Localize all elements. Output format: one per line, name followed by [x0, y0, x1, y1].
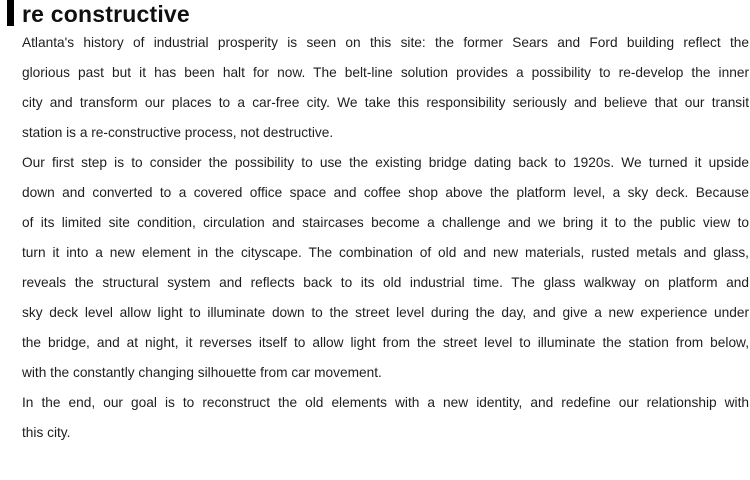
article: [22, 0, 749, 448]
paragraph-line: down and converted to a covered office space and coffee shop above the platform level, a sky deck. Because: [22, 185, 749, 200]
paragraph-line: city and transform our places to a car-free city. We take this responsibility seriously and believe that our transit: [22, 95, 749, 110]
paragraph-line: In the end, our goal is to reconstruct the old elements with a new identity, and redefine our relationship with: [22, 395, 749, 410]
paragraph-line: of its limited site condition, circulation and staircases become a challenge and we bring it to the public view to: [22, 215, 749, 230]
paragraph-line: glorious past but it has been halt for now. The belt-line solution provides a possibility to re-develop the inner: [22, 65, 749, 80]
paragraph-line: turn it into a new element in the cityscape. The combination of old and new materials, rusted metals and glass,: [22, 245, 749, 260]
paragraph-line: the bridge, and at night, it reverses itself to allow light from the street level to illuminate the station from below,: [22, 335, 749, 350]
paragraph-line: sky deck level allow light to illuminate down to the street level during the day, and give a new experience under: [22, 305, 749, 320]
paragraph-line: with the constantly changing silhouette from car movement.: [22, 365, 382, 380]
paragraph-line: reveals the structural system and reflects back to its old industrial time. The glass walkway on platform and: [22, 275, 749, 290]
paragraph-line: Atlanta's history of industrial prosperity is seen on this site: the former Sears and Ford building reflect the: [22, 35, 749, 50]
edge-accent-bar: [7, 0, 14, 26]
paragraph-line: station is a re-constructive process, not destructive.: [22, 125, 334, 140]
page-title: re constructive: [22, 1, 190, 27]
paragraph-line: Our first step is to consider the possibility to use the existing bridge dating back to 1920s. We turned it upside: [22, 155, 749, 170]
article-body: [22, 28, 749, 448]
paragraph-line: this city.: [22, 425, 71, 440]
